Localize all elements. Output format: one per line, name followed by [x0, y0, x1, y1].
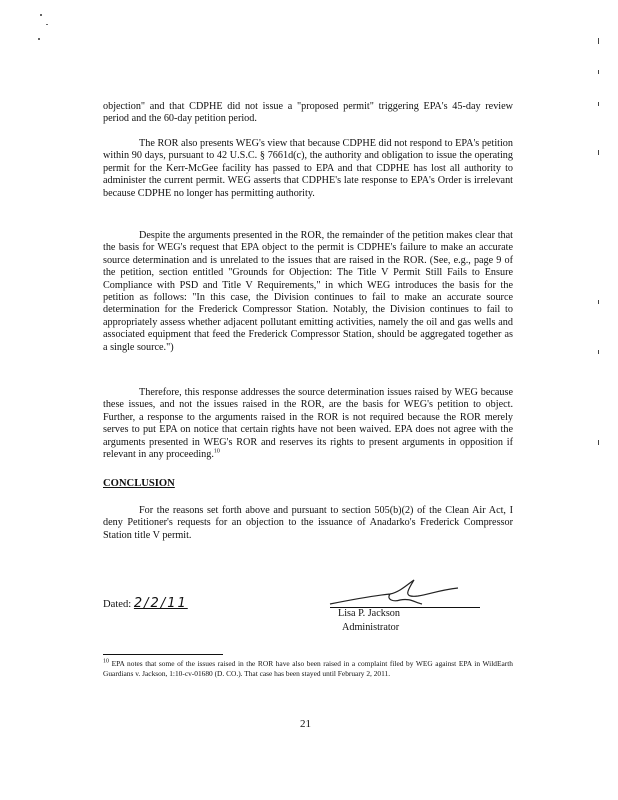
scan-edge-mark	[598, 70, 599, 74]
footnote-rule	[103, 654, 223, 655]
scan-speck	[38, 38, 40, 40]
dated-label: Dated:	[103, 599, 132, 610]
paragraph-2	[103, 138, 513, 200]
scan-edge-mark	[598, 150, 599, 155]
footnote-text: EPA notes that some of the issues raised in the ROR have also been raised in a complaint filed by WEG against EPA in WildEarth Guardians v. Jackson, 1:10-cv-01680 (D. CO.). That case has been stayed until February 2, 2011.	[103, 659, 513, 678]
paragraph-3: Despite the arguments presented in the ROR, the remainder of the petition makes clear that the basis for WEG's request that EPA object to the permit is CDPHE's failure to make an accurate source determination and is unrelated to the issues that are raised in the ROR. (See, e.g., page 9 of the petition, section entitled "Grounds for Objection: The Title V Permit Still Fails to Ensure Compliance with PSD and Title V Requirements," in which WEG introduces the basis for the petition as follows: "In this case, the Division continues to fail to make an accurate source determination for the Frederick Compressor Station. Notably, the Division continues to fail to appropriately assess whether adjacent pollutant emitting activities, namely the oil and gas wells and associated equipment that feed the Frederick Compressor Station, should be aggregated together as a single source.")	[103, 230, 513, 353]
paragraph-1: objection" and that CDPHE did not issue a "proposed permit" triggering EPA's 45-day review period and the 60-day petition period.	[103, 101, 513, 125]
paragraph-2-text: The ROR also presents WEG's view that because CDPHE did not respond to EPA's petition within 90 days, pursuant to 42 U.S.C. § 7661d(c), the authority and obligation to issue the operating permit for the Kerr-McGee facility has passed to EPA and that CDPHE has lost all authority to administer the current permit. WEG asserts that CDPHE's late response to EPA's Order is irrelevant because CDPHE no longer has permitting authority.	[103, 138, 513, 199]
scan-speck	[46, 24, 48, 25]
paragraph-5: For the reasons set forth above and pursuant to section 505(b)(2) of the Clean Air Act, I deny Petitioner's requests for an objection to the issuance of Anadarko's Frederick Compressor Station title V permit.	[103, 505, 513, 541]
scan-edge-mark	[598, 440, 599, 445]
paragraph-4-text: Therefore, this response addresses the source determination issues raised by WEG because these issues, and not the issues raised in the ROR, are the basis for WEG's petition to object. Further, a response to the arguments raised in the ROR is not required because the ROR merely serves to put EPA on notice that certain rights have not been waived. EPA does not agree with the arguments presented in WEG's ROR and reserves its rights to present arguments in opposition if relevant in any proceeding.	[103, 387, 513, 461]
scan-edge-mark	[598, 102, 599, 106]
scan-edge-mark	[598, 350, 599, 354]
footnote	[103, 659, 513, 678]
paragraph-4	[103, 387, 513, 461]
signature-graphic	[290, 574, 480, 610]
page-number: 21	[300, 718, 311, 730]
footnote-number: 10	[103, 658, 109, 665]
signer-title: Administrator	[342, 622, 400, 633]
scan-speck	[40, 14, 42, 16]
footnote-ref: 10	[213, 448, 220, 455]
scan-edge-mark	[598, 300, 599, 304]
dated-value: 2/2/11	[133, 596, 188, 611]
scan-edge-mark	[598, 38, 599, 44]
dated-line	[103, 596, 188, 611]
signer-name: Lisa P. Jackson	[338, 608, 400, 619]
conclusion-heading: CONCLUSION	[103, 478, 175, 489]
